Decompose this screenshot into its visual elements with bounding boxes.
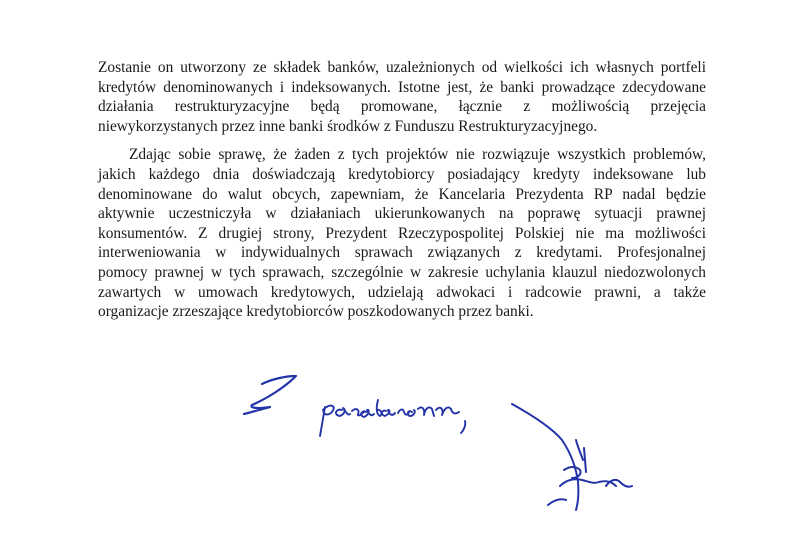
handwritten-closing-z bbox=[244, 376, 296, 414]
handwritten-closing-word bbox=[320, 400, 465, 436]
paragraph-line: denominowane do walut obcych, zapewniam, że Kancelaria Prezydenta RP nadal będzie bbox=[98, 185, 706, 203]
paragraph-line: organizacje zrzeszające kredytobiorców poszkodowanych przez banki. bbox=[98, 303, 534, 321]
paragraph-line: Zostanie on utworzony ze składek banków, uzależnionych od wielkości ich własnych portfeli bbox=[98, 59, 706, 76]
paragraph-line: interweniowania w indywidualnych sprawach związanych z kredytami. Profesjonalnej bbox=[98, 244, 706, 262]
paragraph-line: jakich każdego dnia doświadczają kredytobiorcy posiadający kredyty indeksowane lub bbox=[98, 165, 706, 183]
handwritten-signature-mark bbox=[512, 404, 632, 510]
paragraph-line: kredytów denominowanych i indeksowanych. Istotne jest, że banki prowadzące zdecydowane bbox=[98, 78, 706, 96]
paragraph-line: działania restrukturyzacyjne będą promowane, łącznie z możliwością przejęcia bbox=[98, 98, 706, 116]
paragraph-line: niewykorzystanych przez inne banki środków z Funduszu Restrukturyzacyjnego. bbox=[98, 117, 598, 135]
paragraph-line: zawartych w umowach kredytowych, udzielają adwokaci i radcowie prawni, a także bbox=[98, 283, 706, 301]
paragraph-line: aktywnie uczestniczyła w działaniach ukierunkowanych na poprawę sytuacji prawnej bbox=[98, 205, 706, 223]
paragraph-line: konsumentów. Z drugiej strony, Prezydent Rzeczypospolitej Polskiej nie ma możliwości bbox=[98, 224, 706, 242]
paragraph-line: pomocy prawnej w tych sprawach, szczególnie w zakresie uchylania klauzul niedozwolonych bbox=[98, 263, 706, 281]
paragraph-line: Zdając sobie sprawę, że żaden z tych projektów nie rozwiązuje wszystkich problemów, bbox=[129, 146, 706, 164]
